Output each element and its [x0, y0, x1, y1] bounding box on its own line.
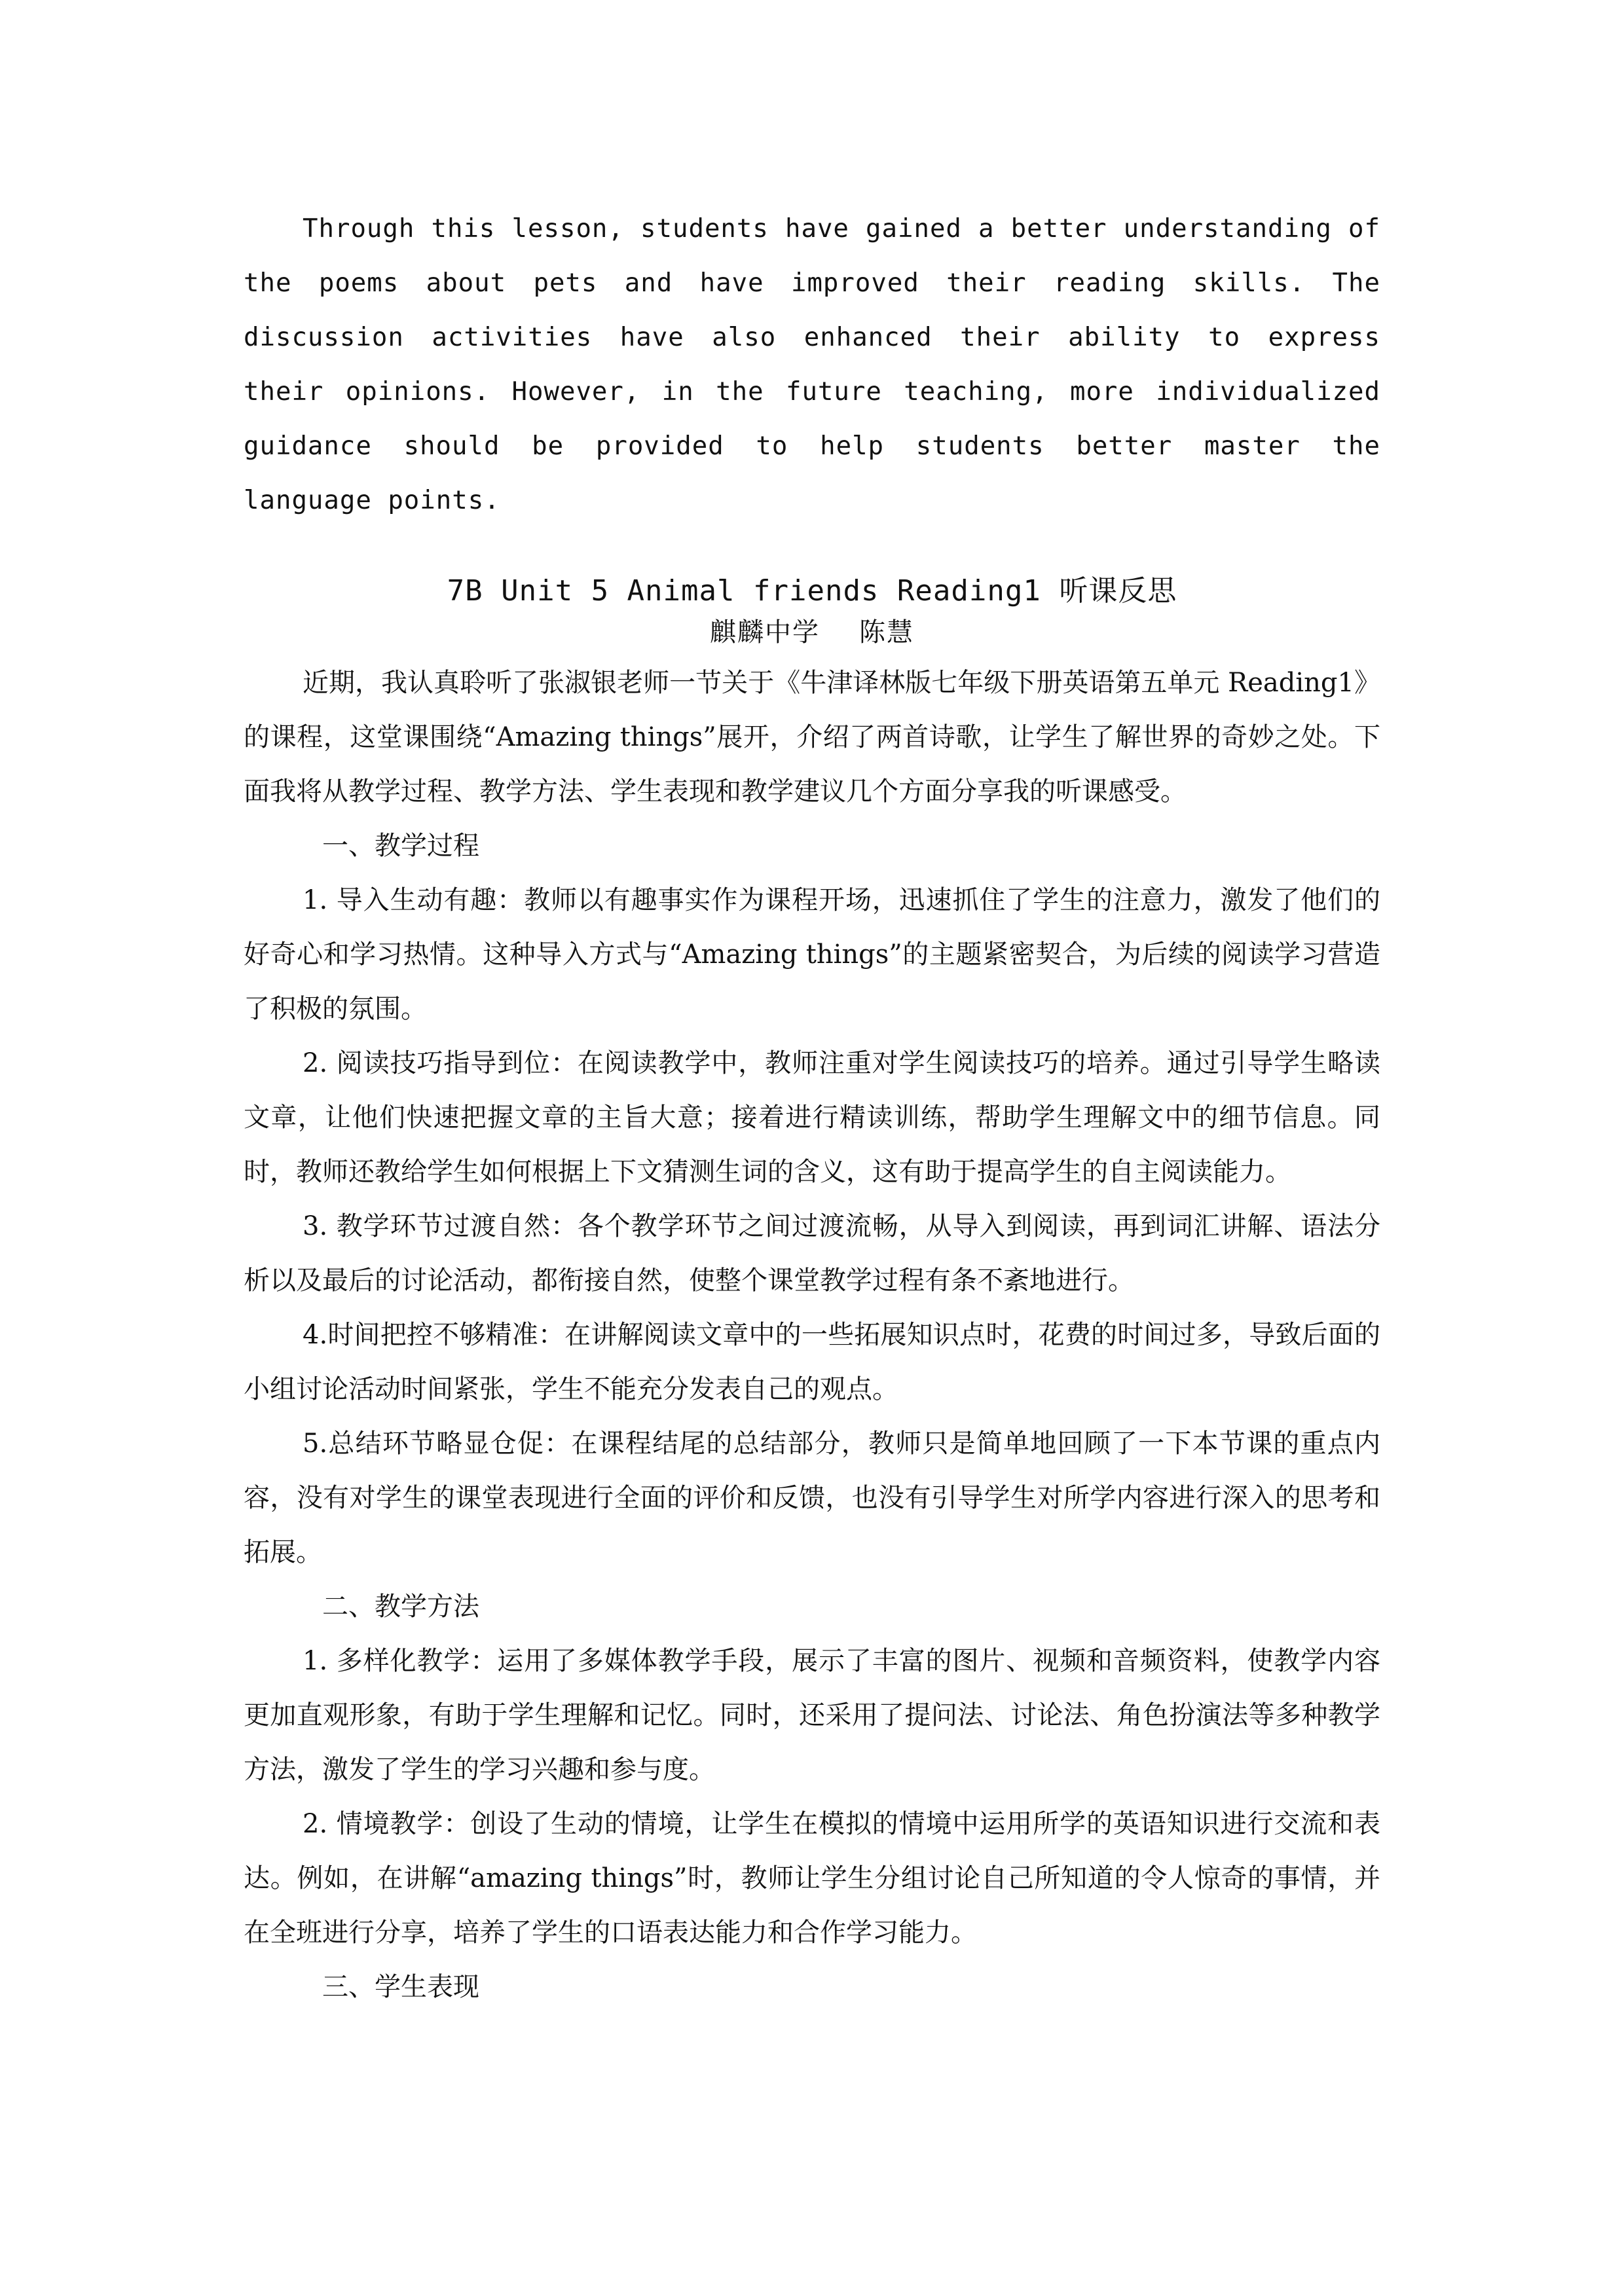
process-item: 5.总结环节略显仓促：在课程结尾的总结部分，教师只是简单地回顾了一下本节课的重点内容，没有对学生的课堂表现进行全面的评价和反馈，也没有引导学生对所学内容进行深入的思考和拓展。: [244, 1429, 1380, 1567]
methods-item: 2. 情境教学：创设了生动的情境，让学生在模拟的情境中运用所学的英语知识进行交流和表达。例如，在讲解“amazing things”时，教师让学生分组讨论自己所知道的令人惊奇的事情，并在全班进行分享，培养了学生的口语表达能力和合作学习能力。: [244, 1809, 1380, 1948]
document-page: [244, 202, 1380, 2014]
author-name: 陈慧: [859, 617, 914, 647]
author-line: [244, 613, 1380, 652]
document-title: 7B Unit 5 Animal friends Reading1 听课反思: [447, 574, 1177, 608]
process-item: 2. 阅读技巧指导到位：在阅读教学中，教师注重对学生阅读技巧的培养。通过引导学生略读文章，让他们快速把握文章的主旨大意；接着进行精读训练，帮助学生理解文中的细节信息。同时，教师还教给学生如何根据上下文猜测生词的含义，这有助于提高学生的自主阅读能力。: [244, 1048, 1380, 1187]
section-heading-process: 一、教学过程: [322, 831, 479, 861]
methods-item: 1. 多样化教学：运用了多媒体教学手段，展示了丰富的图片、视频和音频资料，使教学内容更加直观形象，有助于学生理解和记忆。同时，还采用了提问法、讨论法、角色扮演法等多种教学方法，激发了学生的学习兴趣和参与度。: [244, 1646, 1380, 1785]
section-heading-methods: 二、教学方法: [322, 1592, 479, 1622]
intro-paragraph: Through this lesson, students have gained a better understanding of the poems about pets and have improved their reading skills. The discussion activities have also enhanced their ability to express their opinions. However, in the future teaching, more individualized guidance should be provided to help students better master the language points.: [244, 214, 1380, 515]
process-item: 4.时间把控不够精准：在讲解阅读文章中的一些拓展知识点时，花费的时间过多，导致后面的小组讨论活动时间紧张，学生不能充分发表自己的观点。: [244, 1320, 1380, 1404]
process-item: 1. 导入生动有趣：教师以有趣事实作为课程开场，迅速抓住了学生的注意力，激发了他们的好奇心和学习热情。这种导入方式与“Amazing things”的主题紧密契合，为后续的阅读学习营造了积极的氛围。: [244, 885, 1380, 1024]
author-school: 麒麟中学: [710, 617, 820, 647]
section-heading-students: 三、学生表现: [322, 1972, 479, 2002]
process-item: 3. 教学环节过渡自然：各个教学环节之间过渡流畅，从导入到阅读，再到词汇讲解、语法分析以及最后的讨论活动，都衔接自然，使整个课堂教学过程有条不紊地进行。: [244, 1211, 1380, 1296]
opening-paragraph: 近期，我认真聆听了张淑银老师一节关于《牛津译林版七年级下册英语第五单元 Reading1》的课程，这堂课围绕“Amazing things”展开，介绍了两首诗歌，让学生了解世界的奇妙之处。下面我将从教学过程、教学方法、学生表现和教学建议几个方面分享我的听课感受。: [244, 668, 1380, 807]
